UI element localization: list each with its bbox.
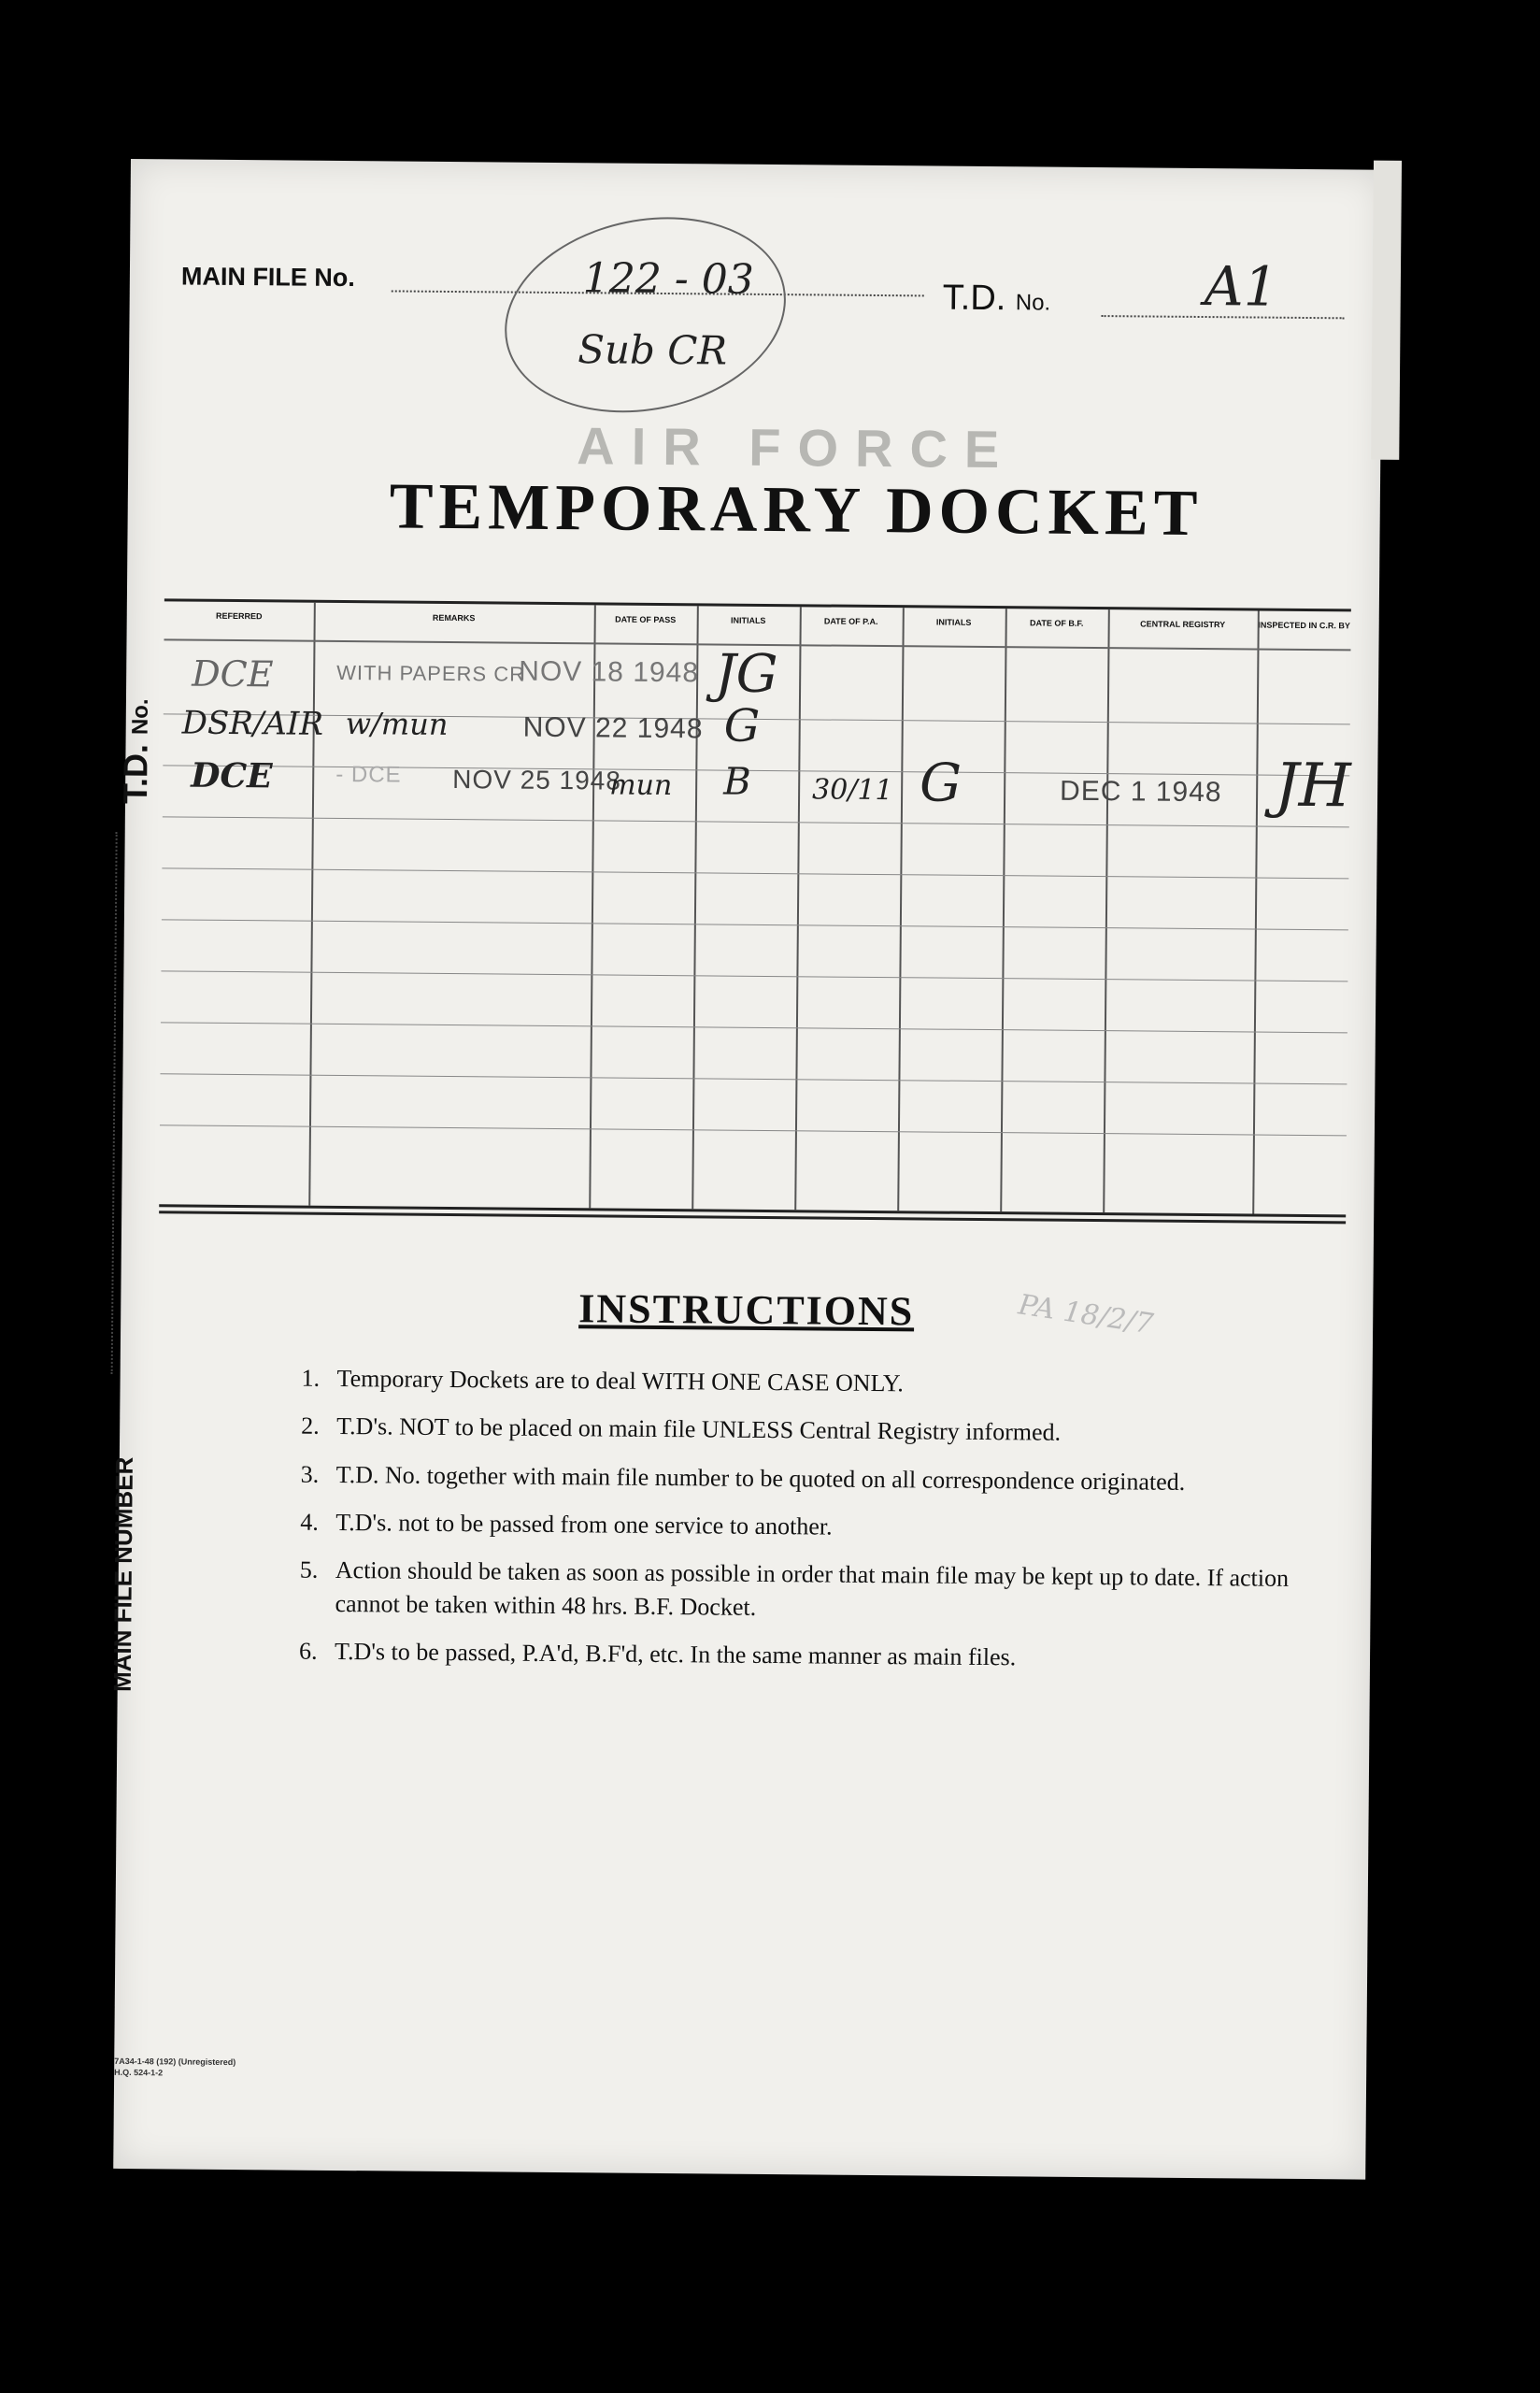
instruction-item: 5. Action should be taken as soon as possible in order that main file may be kept up to date. If action cannot be taken within 48 hrs. B.F. Docket. (323, 1554, 1333, 1628)
row-line (161, 970, 1348, 982)
row1-initials: JG (714, 643, 778, 706)
td-label-text: T.D. (942, 278, 1006, 319)
row2-referred: DSR/AIR (181, 704, 324, 743)
row3-remarks: - DCE (335, 761, 402, 788)
side-dotted-line (111, 832, 118, 1374)
side-td-text: T.D. (115, 743, 155, 805)
row3-initials-pa: G (919, 752, 962, 814)
side-main-file-number: MAIN FILE NUMBER (107, 1456, 138, 1693)
docket-table (159, 598, 1351, 1217)
form-code (114, 2056, 235, 2080)
instructions-title: INSTRUCTIONS (578, 1285, 915, 1335)
main-file-sub: Sub CR (578, 326, 728, 374)
row3-initials: B (723, 760, 751, 804)
col-date-pass: DATE OF PASS (615, 614, 677, 625)
form-code-line2: H.Q. 524-1-2 (114, 2067, 164, 2078)
col-initials-2: INITIALS (935, 617, 972, 627)
instruction-item: 2. T.D's. NOT to be placed on main file UNLESS Central Registry informed. (325, 1410, 1334, 1452)
col-divider (1103, 609, 1110, 1212)
page-title: TEMPORARY DOCKET (389, 470, 1204, 551)
row3-date-pa: 30/11 (811, 773, 893, 808)
instruction-item: 4. T.D's. not to be passed from one service to another. (324, 1506, 1333, 1548)
row-line (162, 919, 1348, 930)
col-initials-1: INITIALS (730, 615, 766, 625)
row2-remarks: w/mun (345, 706, 449, 742)
col-divider (308, 603, 316, 1206)
instructions-list (286, 1362, 1335, 1692)
side-td-no: No. (127, 698, 153, 736)
row1-referred: DCE (192, 652, 274, 695)
docket-page (107, 159, 1383, 2180)
side-td-label (116, 698, 156, 804)
page-tab (1371, 161, 1402, 460)
col-remarks: REMARKS (432, 612, 476, 623)
instruction-item: 6. T.D's to be passed, P.A'd, B.F'd, etc. In the same manner as main files. (323, 1635, 1333, 1677)
row1-remarks: WITH PAPERS CR (336, 660, 526, 686)
row3-date-pass: NOV 25 1948 (452, 765, 622, 795)
col-divider (589, 605, 596, 1208)
td-label (943, 279, 1051, 320)
row-line (162, 867, 1348, 879)
row3-referred: DCE (191, 755, 273, 796)
row2-initials: G (723, 699, 761, 752)
row1-date-pass: NOV 18 1948 (519, 655, 700, 689)
col-date-pa: DATE OF P.A. (823, 616, 878, 626)
row-line (161, 1022, 1348, 1033)
col-divider (794, 607, 802, 1210)
row3-extra: mun (609, 768, 673, 803)
pencil-oval (487, 193, 804, 437)
form-code-line1: 7A34-1-48 (192) (Unregistered) (114, 2056, 236, 2068)
col-divider (1000, 609, 1007, 1211)
row-line (163, 816, 1349, 827)
row3-inspected: JH (1274, 751, 1351, 822)
col-inspected: INSPECTED IN C.R. BY (1258, 620, 1350, 631)
pencil-note: PA 18/2/7 (1016, 1288, 1156, 1341)
td-no-text: No. (1015, 290, 1051, 316)
row2-date-pass: NOV 22 1948 (522, 711, 704, 745)
col-divider (692, 606, 699, 1209)
col-divider (1252, 611, 1260, 1214)
main-file-label: MAIN FILE No. (180, 262, 356, 293)
instruction-item: 3. T.D. No. together with main file number to be quoted on all correspondence originated. (325, 1458, 1334, 1500)
td-number: A1 (1204, 254, 1278, 319)
col-central-registry: CENTRAL REGISTRY (1140, 619, 1226, 630)
main-file-number: 122 - 03 (582, 254, 754, 304)
row3-central-registry: DEC 1 1948 (1059, 775, 1222, 809)
col-referred: REFERRED (215, 610, 263, 622)
instruction-item: 1. Temporary Dockets are to deal WITH ONE CASE ONLY. (325, 1362, 1334, 1404)
col-divider (897, 608, 905, 1211)
row-line (160, 1073, 1347, 1084)
air-force-stamp: AIR FORCE (577, 416, 1017, 480)
col-date-bf: DATE OF B.F. (1029, 618, 1084, 628)
row-line (160, 1125, 1347, 1136)
